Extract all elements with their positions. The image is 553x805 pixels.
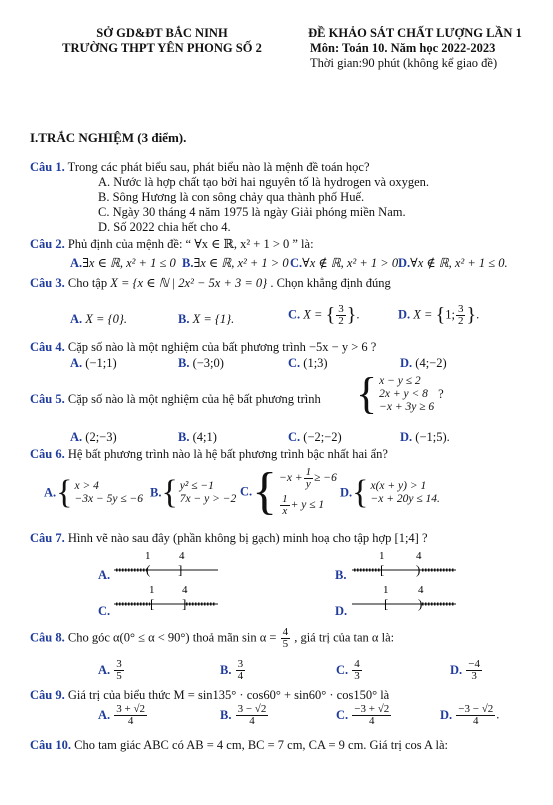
question-4 bbox=[30, 340, 376, 355]
exam-time: Thời gian:90 phút (không kể giao đề) bbox=[310, 56, 498, 70]
exam-subject: Môn: Toán 10. Năm học 2022-2023 bbox=[310, 41, 496, 55]
question-label: Câu 6. bbox=[30, 447, 65, 461]
question-2 bbox=[30, 237, 314, 252]
exam-header bbox=[290, 26, 540, 71]
question-5 bbox=[30, 392, 321, 407]
svg-text:[: [ bbox=[384, 596, 389, 611]
q8-option-a: A. $\frac{3}{5}$ bbox=[98, 658, 122, 682]
q3-option-d: D. X = {1; $\frac{3}{2}$ }. bbox=[398, 303, 480, 327]
svg-text:4: 4 bbox=[418, 584, 424, 596]
q5-option-d: D. (−1;5). bbox=[400, 430, 450, 444]
question-text: Cặp số nào là một nghiệm của bất phương trình −5x − y > 6 ? bbox=[67, 340, 377, 354]
question-text: Cho tập bbox=[67, 276, 108, 290]
svg-text:1: 1 bbox=[145, 550, 151, 562]
question-text: Trong các phát biểu sau, phát biểu nào là mệnh đề toán học? bbox=[67, 160, 370, 174]
question-text: Cặp số nào là một nghiệm của hệ bất phương trình bbox=[67, 392, 321, 406]
q5-option-a: A. (2;−3) bbox=[70, 430, 117, 444]
q9-option-b: B. $\frac{3 - √2}{4}$ bbox=[220, 703, 267, 727]
q6-option-b: B.{ y² ≤ −1 7x − y > −2 bbox=[150, 474, 237, 511]
q9-option-c: C. $\frac{-3 + √2}{4}$ bbox=[336, 703, 390, 727]
svg-text:(: ( bbox=[146, 562, 151, 577]
question-label: Câu 10. bbox=[30, 738, 71, 752]
q3-option-b: B. X = {1}. bbox=[178, 312, 235, 326]
question-label: Câu 4. bbox=[30, 340, 65, 354]
svg-text:4: 4 bbox=[179, 550, 185, 562]
question-8: Câu 8. Cho góc α(0° ≤ α < 90°) thoả mãn sin α = $\frac{4}{5}$ , giá trị của tan α là: bbox=[30, 626, 395, 650]
q8-option-c: C. $\frac{4}{3}$ bbox=[336, 658, 360, 682]
q2-option-d: D.∀x ∉ ℝ, x² + 1 ≤ 0. bbox=[398, 256, 508, 270]
question-label: Câu 7. bbox=[30, 531, 65, 545]
question-text: Cho tam giác ABC có AB = 4 cm, BC = 7 cm, CA = 9 cm. Giá trị cos A là: bbox=[74, 738, 449, 752]
q6-option-a: A.{ x > 4 −3x − 5y ≤ −6 bbox=[44, 474, 144, 511]
q9-option-d: D. $\frac{-3 - √2}{4}$ . bbox=[440, 703, 500, 727]
q7-option-a-label: A. bbox=[98, 568, 111, 582]
q3-option-c: C. X = { $\frac{3}{2}$ }. bbox=[288, 303, 360, 327]
q1-option-d: D. Số 2022 chia hết cho 4. bbox=[98, 220, 231, 234]
svg-text:]: ] bbox=[182, 596, 187, 611]
svg-text:4: 4 bbox=[182, 584, 188, 596]
question-6 bbox=[30, 447, 388, 462]
department-name: SỞ GD&ĐT BẮC NINH bbox=[96, 26, 228, 40]
question-3 bbox=[30, 276, 391, 291]
svg-text:1: 1 bbox=[149, 584, 155, 596]
school-name: TRƯỜNG THPT YÊN PHONG SỐ 2 bbox=[62, 41, 262, 55]
q1-option-c: C. Ngày 30 tháng 4 năm 1975 là ngày Giải phóng miền Nam. bbox=[98, 205, 406, 219]
question-9 bbox=[30, 688, 389, 703]
question-label: Câu 9. bbox=[30, 688, 65, 702]
q4-option-d: D. (4;−2) bbox=[400, 356, 447, 370]
question-1 bbox=[30, 160, 370, 175]
q4-option-c: C. (1;3) bbox=[288, 356, 328, 370]
svg-text:1: 1 bbox=[379, 550, 385, 562]
q4-option-b: B. (−3;0) bbox=[178, 356, 224, 370]
svg-text:1: 1 bbox=[383, 584, 389, 596]
set-definition: X = {x ∈ ℕ | 2x² − 5x + 3 = 0} bbox=[110, 276, 268, 290]
question-label: Câu 3. bbox=[30, 276, 65, 290]
svg-text:[: [ bbox=[380, 562, 385, 577]
section-title: I.TRẮC NGHIỆM (3 điểm). bbox=[30, 130, 187, 145]
question-text: Hình vẽ nào sau đây (phần không bị gạch) minh hoạ cho tập hợp [1;4] ? bbox=[67, 531, 428, 545]
q2-option-a: A.∃x ∈ ℝ, x² + 1 ≤ 0 bbox=[70, 256, 176, 270]
question-label: Câu 1. bbox=[30, 160, 65, 174]
question-7 bbox=[30, 531, 428, 546]
q6-option-d: D.{ x(x + y) > 1 −x + 20y ≤ 14. bbox=[340, 474, 440, 511]
q5-option-b: B. (4;1) bbox=[178, 430, 217, 444]
q9-option-a: A. $\frac{3 + √2}{4}$ bbox=[98, 703, 146, 727]
svg-text:): ) bbox=[416, 562, 421, 577]
question-label: Câu 8. bbox=[30, 630, 65, 645]
question-text: Hệ bất phương trình nào là hệ bất phương trình bậc nhất hai ẩn? bbox=[67, 447, 388, 461]
q7-option-c-label: C. bbox=[98, 604, 111, 618]
school-header bbox=[52, 26, 272, 56]
q2-option-b: B.∃x ∈ ℝ, x² + 1 > 0 bbox=[182, 256, 289, 270]
q1-option-a: A. Nước là hợp chất tạo bởi hai nguyên tố là hydrogen và oxygen. bbox=[98, 175, 430, 189]
q8-option-d: D. $\frac{-4}{3}$ bbox=[450, 658, 480, 682]
q5-option-c: C. (−2;−2) bbox=[288, 430, 342, 444]
q3-option-a: A. X = {0}. bbox=[70, 312, 127, 326]
q7-option-d-numberline bbox=[350, 582, 460, 614]
question-text-post: , giá trị của tan α là: bbox=[294, 630, 395, 645]
q7-option-b-numberline bbox=[350, 548, 460, 580]
question-text-post: . Chọn khẳng định đúng bbox=[270, 276, 391, 290]
question-text: Giá trị của biểu thức M = sin135° · cos60° + sin60° · cos150° là bbox=[67, 688, 390, 702]
q7-option-c-numberline bbox=[112, 582, 222, 614]
q8-option-b: B. $\frac{3}{4}$ bbox=[220, 658, 244, 682]
question-text: Cho góc α(0° ≤ α < 90°) thoả mãn sin α = bbox=[67, 630, 277, 645]
q4-option-a: A. (−1;1) bbox=[70, 356, 117, 370]
question-label: Câu 5. bbox=[30, 392, 65, 406]
svg-text:]: ] bbox=[178, 562, 183, 577]
q7-option-d-label: D. bbox=[335, 604, 348, 618]
svg-text:4: 4 bbox=[416, 550, 422, 562]
question-text: Phủ định của mệnh đề: “ ∀x ∈ ℝ, x² + 1 > 0 ” là: bbox=[67, 237, 314, 251]
exam-title: ĐỀ KHẢO SÁT CHẤT LƯỢNG LẦN 1 bbox=[308, 26, 522, 40]
q1-option-b: B. Sông Hương là con sông chảy qua thành phố Huế. bbox=[98, 190, 365, 204]
q7-option-a-numberline bbox=[112, 548, 222, 580]
q5-system: { x − y ≤ 2 2x + y < 8 −x + 3y ≥ 6 ? bbox=[356, 369, 444, 418]
q7-option-b-label: B. bbox=[335, 568, 347, 582]
q6-option-c: C.{ −x + $\frac{1}{y}$ ≥ −6 $\frac{1}{x}$ + y ≤ 1 bbox=[240, 463, 337, 520]
question-10 bbox=[30, 738, 448, 753]
svg-text:[: [ bbox=[150, 596, 155, 611]
question-label: Câu 2. bbox=[30, 237, 65, 251]
svg-text:): ) bbox=[418, 596, 423, 611]
q2-option-c: C.∀x ∉ ℝ, x² + 1 > 0 bbox=[290, 256, 399, 270]
